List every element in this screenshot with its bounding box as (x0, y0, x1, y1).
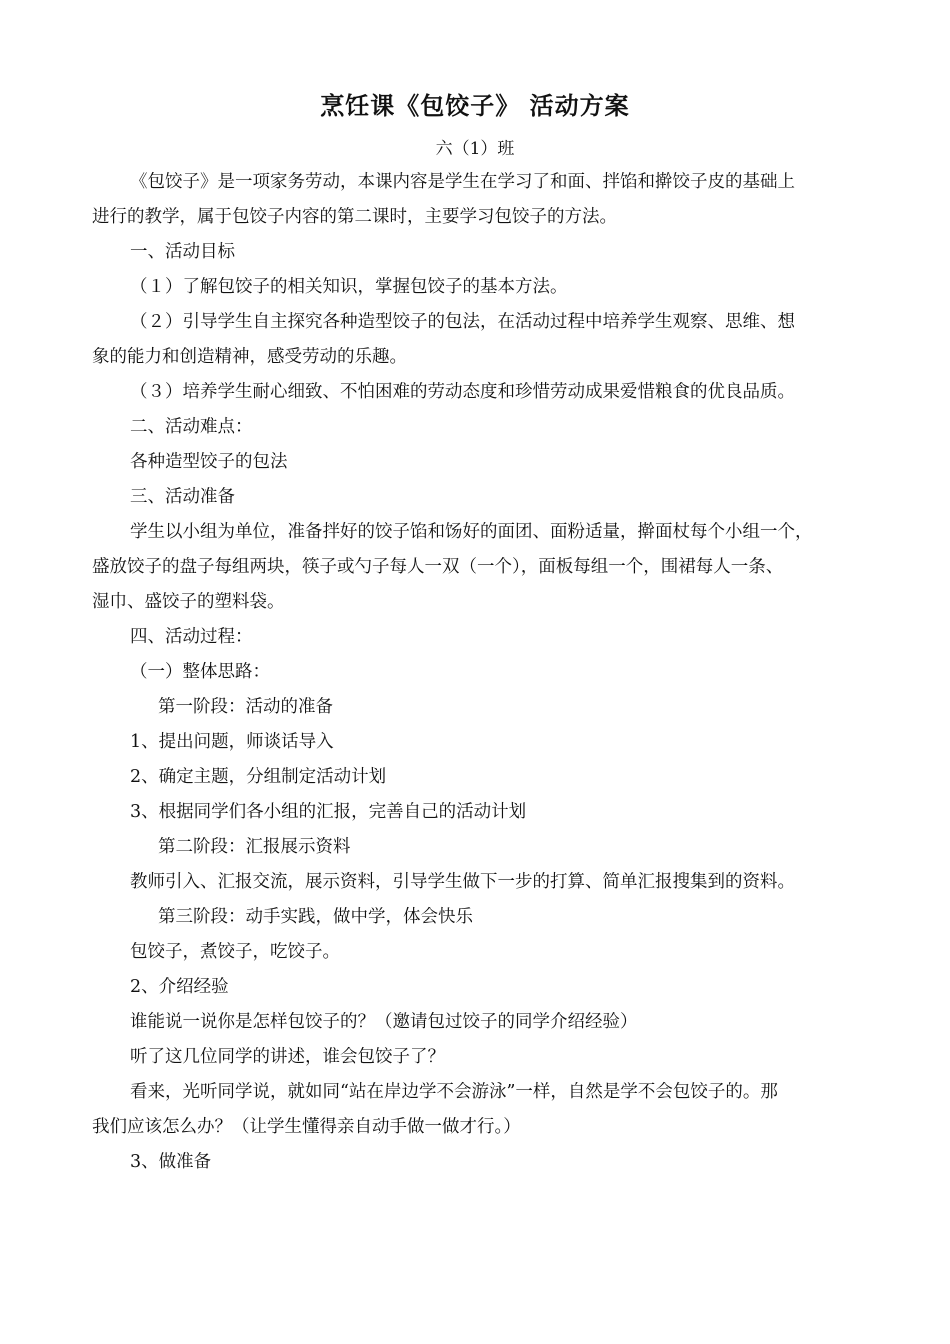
list-item: 2、介绍经验 (130, 977, 229, 997)
list-item: 2、确定主题，分组制定活动计划 (130, 767, 387, 787)
paragraph-line: 我们应该怎么办？（让学生懂得亲自动手做一做才行。） (92, 1117, 521, 1137)
stage-heading: 第三阶段：动手实践，做中学，体会快乐 (158, 907, 473, 927)
section-heading: 三、活动准备 (130, 487, 235, 507)
paragraph-line: 象的能力和创造精神，感受劳动的乐趣。 (92, 347, 407, 367)
paragraph-line: （３）培养学生耐心细致、不怕困难的劳动态度和珍惜劳动成果爱惜粮食的优良品质。 (130, 382, 795, 402)
paragraph-line: 谁能说一说你是怎样包饺子的？（邀请包过饺子的同学介绍经验） (130, 1012, 638, 1032)
section-heading: 一、活动目标 (130, 242, 235, 262)
paragraph-line: 听了这几位同学的讲述，谁会包饺子了？ (130, 1047, 445, 1067)
list-item: 3、根据同学们各小组的汇报，完善自己的活动计划 (130, 802, 527, 822)
stage-heading: 第一阶段：活动的准备 (158, 697, 333, 717)
paragraph-line: 看来，光听同学说，就如同“站在岸边学不会游泳”一样，自然是学不会包饺子的。那 (130, 1082, 778, 1102)
paragraph-line: 《包饺子》是一项家务劳动，本课内容是学生在学习了和面、拌馅和擀饺子皮的基础上 (130, 172, 795, 192)
paragraph-line: 各种造型饺子的包法 (130, 452, 288, 472)
paragraph-line: （２）引导学生自主探究各种造型饺子的包法，在活动过程中培养学生观察、思维、想 (130, 312, 795, 332)
stage-heading: 第二阶段：汇报展示资料 (158, 837, 351, 857)
paragraph-line: （１）了解包饺子的相关知识，掌握包饺子的基本方法。 (130, 277, 568, 297)
section-heading: 四、活动过程： (130, 627, 253, 647)
paragraph-line: 教师引入、汇报交流，展示资料，引导学生做下一步的打算、简单汇报搜集到的资料。 (130, 872, 795, 892)
paragraph-line: 进行的教学，属于包饺子内容的第二课时，主要学习包饺子的方法。 (92, 207, 617, 227)
class-label: 六（1）班 (435, 139, 515, 159)
list-item: 3、做准备 (130, 1152, 212, 1172)
paragraph-line: 包饺子，煮饺子，吃饺子。 (130, 942, 340, 962)
paragraph-line: 湿巾、盛饺子的塑料袋。 (92, 592, 285, 612)
paragraph-line: 学生以小组为单位，准备拌好的饺子馅和饧好的面团、面粉适量，擀面杖每个小组一个， (130, 522, 813, 542)
list-item: 1、提出问题，师谈话导入 (130, 732, 334, 752)
section-heading: 二、活动难点： (130, 417, 253, 437)
document-title: 烹饪课《包饺子》 活动方案 (320, 92, 630, 120)
paragraph-line: 盛放饺子的盘子每组两块，筷子或勺子每人一双（一个），面板每组一个，围裙每人一条、 (92, 557, 784, 577)
subsection-heading: （一）整体思路： (130, 662, 270, 682)
